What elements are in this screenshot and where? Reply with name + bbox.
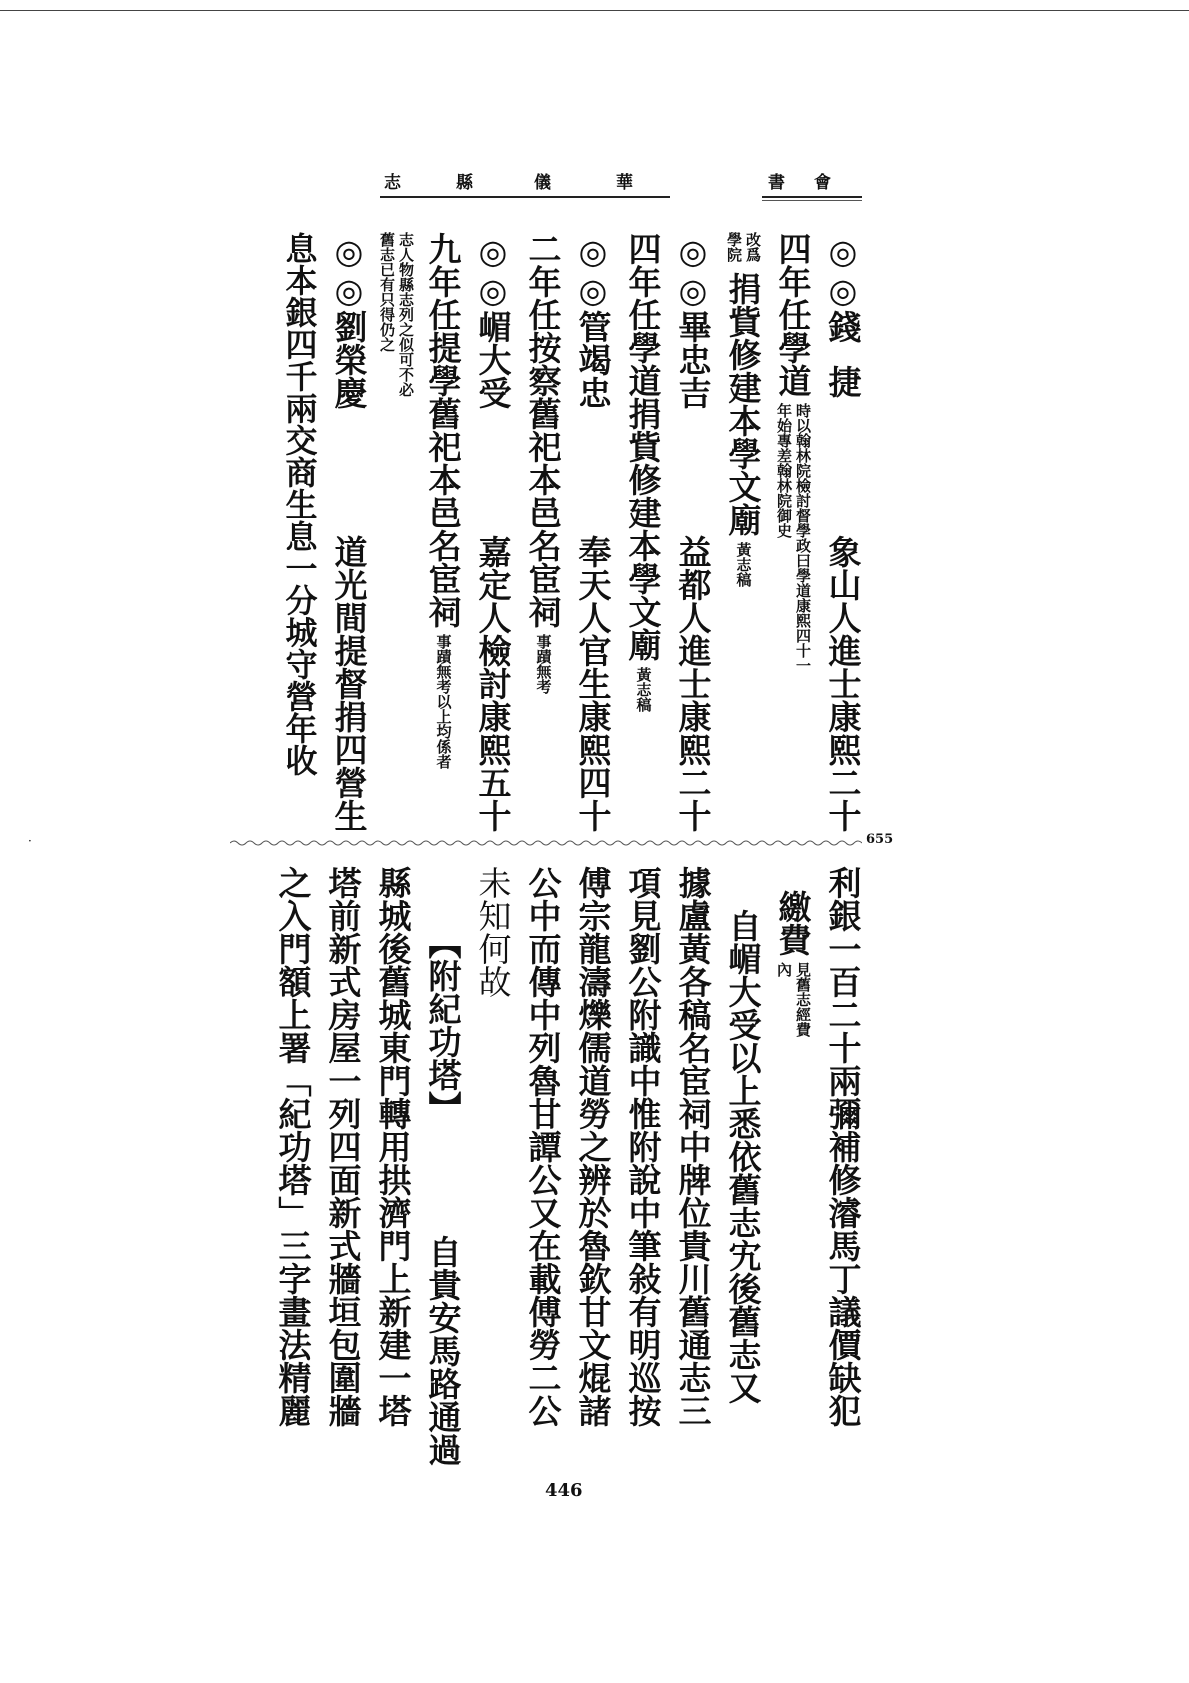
text-column	[818, 232, 868, 832]
page-number: 446	[545, 1480, 583, 1501]
text-column	[718, 232, 768, 832]
lower-text-register	[268, 866, 868, 1466]
column-head: 縣城後舊城東門轉用拱濟門上新建一塔	[373, 866, 413, 1427]
column-note: 志人物縣志列之似可不必	[397, 232, 415, 397]
header-char: 儀	[534, 173, 551, 193]
column-head: 二年任按察舊祀本邑名宦祠	[523, 232, 563, 628]
column-head: 塔前新式房屋一列四面新式牆垣包圍牆	[323, 866, 363, 1427]
header-rule	[380, 196, 670, 198]
running-header-right	[762, 160, 862, 200]
side-mark: 655	[866, 832, 894, 847]
column-note: 事蹟無考	[534, 634, 553, 694]
text-column	[618, 866, 668, 1466]
header-rule	[762, 200, 862, 201]
column-body: 象山人進士康熙二十	[823, 535, 863, 832]
column-note: 黃志稿	[634, 667, 653, 712]
column-head: 項見劉公附識中惟附說中筆敍有明巡按	[623, 866, 663, 1427]
column-body: 奉天人官生康熙四十	[573, 535, 613, 832]
column-note: 黃志稿	[734, 542, 753, 587]
header-char: 華	[616, 173, 633, 193]
column-head: 未知何故	[473, 866, 513, 998]
text-column	[268, 866, 318, 1466]
column-head: ◎◎嵋大受	[473, 232, 513, 409]
margin-dot: ·	[28, 834, 32, 848]
column-head: 息本銀四千兩交商生息一分城守營年收	[280, 232, 319, 776]
column-note: 事蹟無考以上均係者	[434, 634, 453, 769]
text-column	[368, 866, 418, 1466]
column-head: ◎◎管竭忠	[573, 232, 613, 409]
column-head: 繳費	[773, 890, 813, 956]
column-head: 之入門額上署「紀功塔」三字畫法精麗	[273, 866, 313, 1427]
text-column	[718, 866, 768, 1466]
column-head: 利銀一百二十兩彌補修濬馬丁議價缺犯	[823, 866, 863, 1427]
running-header-left	[380, 160, 670, 200]
column-body: 嘉定人檢討康熙五十	[473, 535, 513, 832]
column-body: 益都人進士康熙二十	[673, 535, 713, 832]
text-column	[818, 866, 868, 1466]
column-head: 九年任提學舊祀本邑名宦祠	[423, 232, 463, 628]
column-head: ◎◎畢忠吉	[673, 232, 713, 409]
column-head: ◎◎劉榮慶	[329, 232, 369, 409]
text-column	[324, 232, 374, 832]
header-char: 志	[384, 173, 401, 193]
text-column	[418, 866, 468, 1466]
top-border-rule	[0, 10, 1189, 11]
section-heading: 【附紀功塔】	[423, 926, 463, 1124]
text-column	[668, 866, 718, 1466]
register-divider	[230, 838, 862, 848]
header-rule	[762, 196, 862, 198]
text-column	[568, 866, 618, 1466]
column-pre-note: 改爲學院	[725, 232, 762, 262]
column-head: 捐貲修建本學文廟	[723, 272, 763, 536]
text-column	[468, 232, 518, 832]
text-column	[768, 866, 818, 1466]
text-column-double-note	[374, 232, 418, 832]
header-char: 書	[768, 173, 785, 193]
column-head: 傅宗龍濤爍儒道勞之辨於魯欽甘文焜諸	[573, 866, 613, 1427]
column-body: 道光間提督捐四營生	[329, 535, 369, 832]
column-note: 時以翰林院檢討督學政曰學道康熙四十一年始專差翰林院御史	[775, 403, 812, 673]
text-column	[668, 232, 718, 832]
column-tail: 捷	[823, 365, 863, 398]
column-head: 四年任學道捐貲修建本學文廟	[623, 232, 663, 661]
column-body: 自貴安馬路通過	[423, 1235, 463, 1466]
text-column	[468, 866, 518, 1466]
text-column	[418, 232, 468, 832]
column-head: 四年任學道	[773, 232, 813, 397]
header-char: 縣	[456, 173, 473, 193]
text-column	[618, 232, 668, 832]
column-head: 據盧黃各稿名宦祠中牌位貴川舊通志三	[673, 866, 713, 1427]
text-column	[274, 232, 324, 832]
column-head: 公中而傳中列魯甘譚公又在載傅勞二公	[523, 866, 563, 1427]
header-char: 會	[814, 173, 831, 193]
column-note: 舊志已有只得仍之	[378, 232, 396, 352]
column-note: 見舊志經費內	[775, 962, 812, 1037]
text-column	[318, 866, 368, 1466]
text-column	[768, 232, 818, 832]
text-column	[518, 232, 568, 832]
column-head: 自嵋大受以上悉依舊志宄後舊志又	[723, 909, 763, 1404]
text-column	[518, 866, 568, 1466]
text-column	[568, 232, 618, 832]
upper-text-register	[274, 232, 868, 832]
column-head: ◎◎錢	[823, 232, 863, 343]
